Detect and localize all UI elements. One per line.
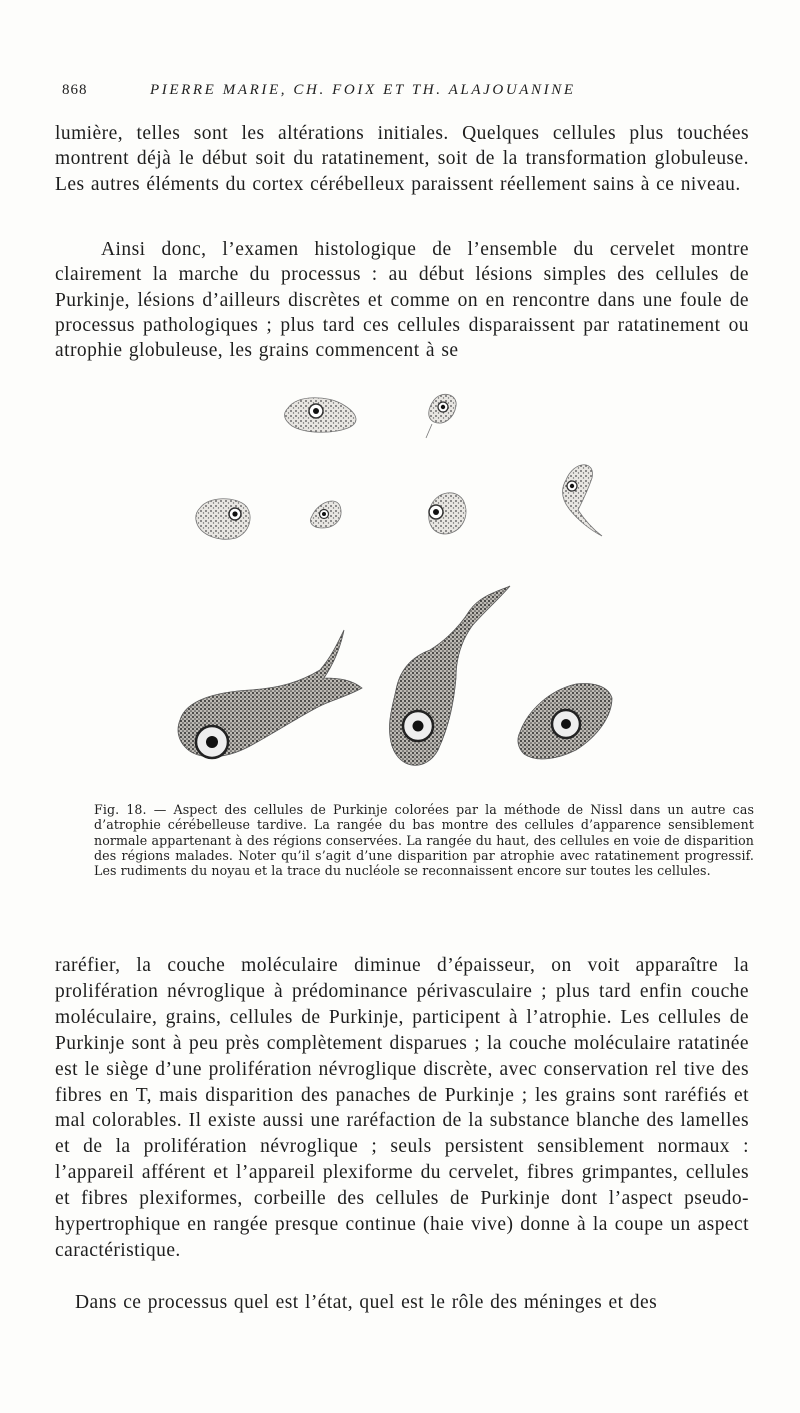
normal-cell-2 (389, 586, 510, 765)
figure-caption-text: — Aspect des cellules de Purkinje colorées par la méthode de Nissl dans un autre cas d’atrophie cérébelleuse tardive. La rangée du bas montre des cellules d’apparence sensiblement normale appartenant à des régions conservées. La rangée du haut, des cellules en voie de disparition des régions malades. Noter qu’il s’agit d’une disparition par atrophie avec ratatinement progressif. Les rudiments du noyau et la trace du nucléole se reconnaissent encore sur toutes les cellules. (94, 802, 755, 879)
shrunken-cell-3 (196, 499, 250, 540)
running-head: PIERRE MARIE, CH. FOIX ET TH. ALAJOUANINE (150, 82, 576, 98)
body-paragraph-1: lumière, telles sont les altérations initiales. Quelques cellules plus touchées montrent déjà le début soit du ratatinement, soit de la transformation globuleuse. Les autres éléments du cortex cérébelleux paraissent réellement sains à ce niveau. (55, 123, 749, 195)
shrunken-cell-5 (429, 493, 466, 534)
figure-caption (94, 802, 754, 878)
purkinje-cells-drawing (100, 360, 740, 790)
shrunken-cell-4 (310, 501, 341, 528)
shrunken-cell-6 (563, 465, 602, 536)
figure-illustration (100, 360, 740, 790)
figure-label: Fig. 18. (94, 802, 147, 817)
normal-cell-1 (178, 630, 362, 758)
shrunken-cell-2 (426, 394, 456, 438)
page-number: 868 (62, 82, 88, 98)
normal-cell-3 (518, 684, 612, 759)
shrunken-cell-1 (285, 398, 356, 433)
body-paragraph-2: Ainsi donc, l’examen histologique de l’ensemble du cervelet montre clairement la marche du processus : au début lésions simples des cellules de Purkinje, lésions d’ailleurs discrètes et comme on en rencontre dans une foule de processus pathologiques ; plus tard ces cellules disparaissent par ratatinement ou atrophie globuleuse, les grains commencent à se (55, 239, 749, 362)
body-paragraph-3: raréfier, la couche moléculaire diminue d’épaisseur, on voit apparaître la prolifération névroglique à prédominance périvasculaire ; plus tard enfin couche moléculaire, grains, cellules de Purkinje, participent à l’atrophie. Les cellules de Purkinje sont à peu près complètement disparues ; la couche moléculaire ratatinée est le siège d’une prolifération névroglique discrète, avec conservation rel tive des fibres en T, mais disparition des panaches de Purkinje ; les grains sont raréfiés et mal colorables. Il existe aussi une raréfaction de la substance blanche des lamelles et de la prolifération névroglique ; seuls persistent sensiblement normaux : l’appareil afférent et l’appareil plexiforme du cervelet, fibres grimpantes, cellules et fibres plexiformes, corbeille des cellules de Purkinje dont l’aspect pseudo-hypertrophique en rangée presque continue (haie vive) donne à la coupe un aspect caractéristique. (55, 955, 749, 1261)
body-paragraph-4: Dans ce processus quel est l’état, quel est le rôle des méninges et des (75, 1292, 658, 1313)
